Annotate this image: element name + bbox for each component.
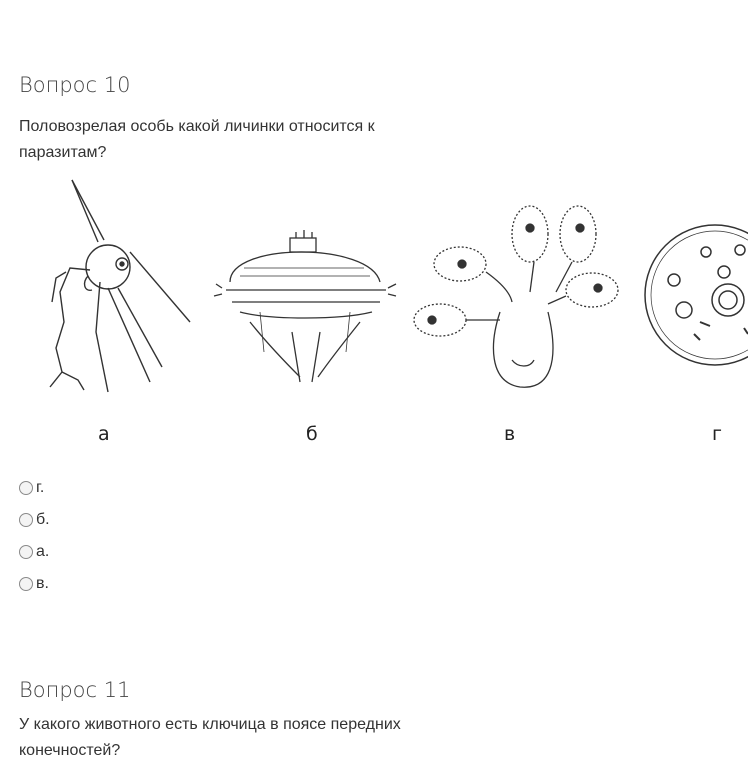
radio-button[interactable] bbox=[19, 545, 33, 559]
answer-option[interactable] bbox=[19, 504, 50, 536]
answer-option-label: г. bbox=[36, 479, 45, 496]
larva-b-image bbox=[214, 230, 396, 382]
answer-option[interactable] bbox=[19, 536, 50, 568]
question-title: Вопрос 10 bbox=[19, 73, 131, 97]
answer-option[interactable] bbox=[19, 472, 50, 504]
figure-label-b: б bbox=[306, 423, 318, 445]
radio-button[interactable] bbox=[19, 577, 33, 591]
radio-button[interactable] bbox=[19, 481, 33, 495]
answer-option-label: а. bbox=[36, 543, 50, 560]
answer-option[interactable] bbox=[19, 568, 50, 600]
figure-label-v: в bbox=[504, 423, 516, 445]
question-text: У какого животного есть ключица в поясе передних конечностей? bbox=[19, 716, 401, 759]
question-title: Вопрос 11 bbox=[19, 678, 131, 702]
larva-d-image bbox=[645, 225, 748, 365]
larvae-figure bbox=[0, 172, 748, 452]
answer-option-label: б. bbox=[36, 511, 50, 528]
radio-button[interactable] bbox=[19, 513, 33, 527]
larva-a-image bbox=[50, 180, 190, 392]
question-text: Половозрелая особь какой личинки относится к паразитам? bbox=[19, 118, 375, 161]
answer-options bbox=[19, 472, 50, 600]
answer-option-label: в. bbox=[36, 575, 49, 592]
figure-label-a: а bbox=[98, 423, 110, 445]
figure-label-g: г bbox=[712, 423, 722, 445]
larva-c-image bbox=[414, 206, 618, 387]
